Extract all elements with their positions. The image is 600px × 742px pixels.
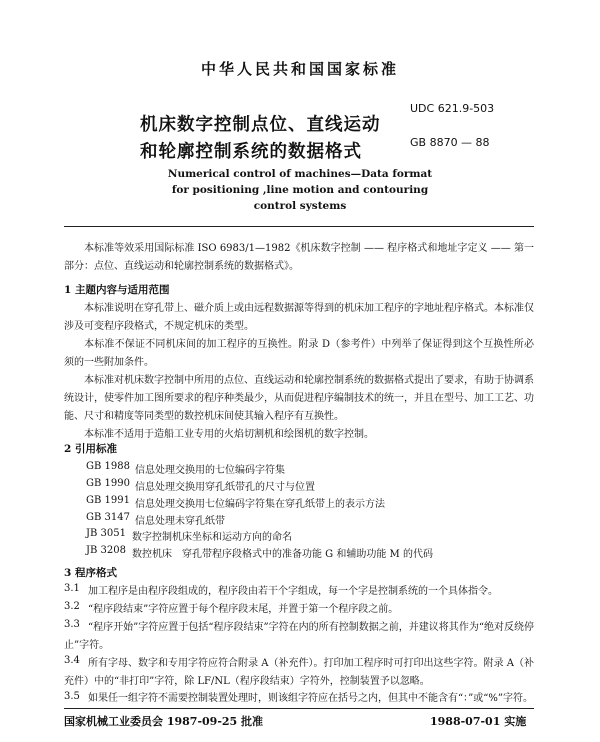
reference-title: 数字控制机床坐标和运动方向的命名 (132, 532, 292, 543)
reference-code: GB 1990 (86, 478, 130, 489)
implementation-date: 1988-07-01 实施 (430, 715, 527, 728)
english-title-line3: control systems (253, 200, 347, 212)
reference-title: 信息处理交换用穿孔纸带孔的尺寸与位置 (135, 482, 315, 493)
reference-code: JB 3208 (86, 545, 126, 556)
reference-code: GB 1988 (86, 461, 130, 472)
section-1-heading: 1 主题内容与适用范围 (64, 284, 170, 296)
item-number: 3.1 (64, 583, 80, 594)
section-1-paragraph-4: 本标准不适用于造船工业专用的火焰切割机和绘图机的数字控制。 (84, 429, 374, 440)
reference-code: GB 1991 (86, 495, 130, 506)
item-number: 3.2 (64, 601, 80, 612)
reference-code: JB 3051 (86, 528, 126, 539)
item-text: 加工程序是由程序段组成的，程序段由若干个字组成，每一个字是控制系统的一个具体指令。 (88, 586, 498, 597)
reference-title: 信息处理交换用七位编码字符集在穿孔纸带上的表示方法 (135, 499, 385, 510)
item-text: “程序段结束”字符应置于每个程序段末尾，并置于第一个程序段之前。 (88, 604, 399, 615)
item-text: 如果任一组字符不需要控制装置处理时，则该组字符应在括号之内，但其中不能含有“：”或“%”字符。 (88, 693, 533, 704)
intro-paragraph: 本标准等效采用国际标准 ISO 6983/1—1982《机床数字控制 —— 程序格式和地址字定义 —— 第一部分：点位、直线运动和轮廓控制系统的数据格式》。 (64, 243, 534, 272)
section-1-paragraph-2: 本标准不保证不同机床间的加工程序的互换性。附录 D（参考件）中列举了保证得到这个互换性所必须的一些附加条件。 (64, 339, 534, 368)
item-number: 3.4 (64, 655, 80, 666)
reference-title: 信息处理交换用的七位编码字符集 (135, 465, 285, 476)
reference-code: GB 3147 (86, 512, 130, 523)
gb-number: GB 8870 — 88 (410, 136, 490, 149)
reference-title: 信息处理未穿孔纸带 (135, 516, 225, 527)
english-title-line1: Numerical control of machines—Data format (167, 168, 433, 180)
reference-title: 数控机床 穿孔带程序段格式中的准备功能 G 和辅助功能 M 的代码 (132, 549, 433, 560)
english-title-line2: for positioning ,line motion and contouring (171, 184, 429, 196)
item-text: 所有字母、数字和专用字符应符合附录 A（补充件）。打印加工程序时可打印出这些字符。附录 A（补充件）中的“非打印”字符，除 LF/NL（程序段结束）字符外，控制装置予以忽略。 (64, 658, 534, 687)
udc-code: UDC 621.9-503 (410, 102, 495, 115)
section-2-heading: 2 引用标准 (64, 443, 117, 455)
item-number: 3.3 (64, 619, 80, 630)
item-text: “程序开始”字符应置于包括“程序段结束”字符在内的所有控制数据之前，并建议将其作为“绝对反绕停止”字符。 (64, 622, 534, 651)
national-standard-title: 中华人民共和国国家标准 (200, 60, 399, 78)
section-1-paragraph-1: 本标准说明在穿孔带上、磁介质上或由远程数据源等得到的机床加工程序的字地址程序格式。本标准仅涉及可变程序段格式，不规定机床的类型。 (64, 303, 534, 332)
section-3-heading: 3 程序格式 (64, 567, 117, 579)
footer-divider (64, 708, 534, 709)
header-divider (64, 226, 534, 227)
document-title-line2: 和轮廓控制系统的数据格式 (140, 142, 362, 162)
item-number: 3.5 (64, 691, 80, 702)
approval-date: 国家机械工业委员会 1987-09-25 批准 (64, 715, 264, 728)
section-1-paragraph-3: 本标准对机床数字控制中所用的点位、直线运动和轮廓控制系统的数据格式提出了要求，有助于协调系统设计，使零件加工图所要求的程序种类最少，从而促进程序编制技术的统一，并且在型号、加工工艺、功能、尺寸和精度等同类型的数控机床间使其输入程序有互换性。 (64, 375, 534, 422)
document-title-line1: 机床数字控制点位、直线运动 (140, 115, 381, 135)
